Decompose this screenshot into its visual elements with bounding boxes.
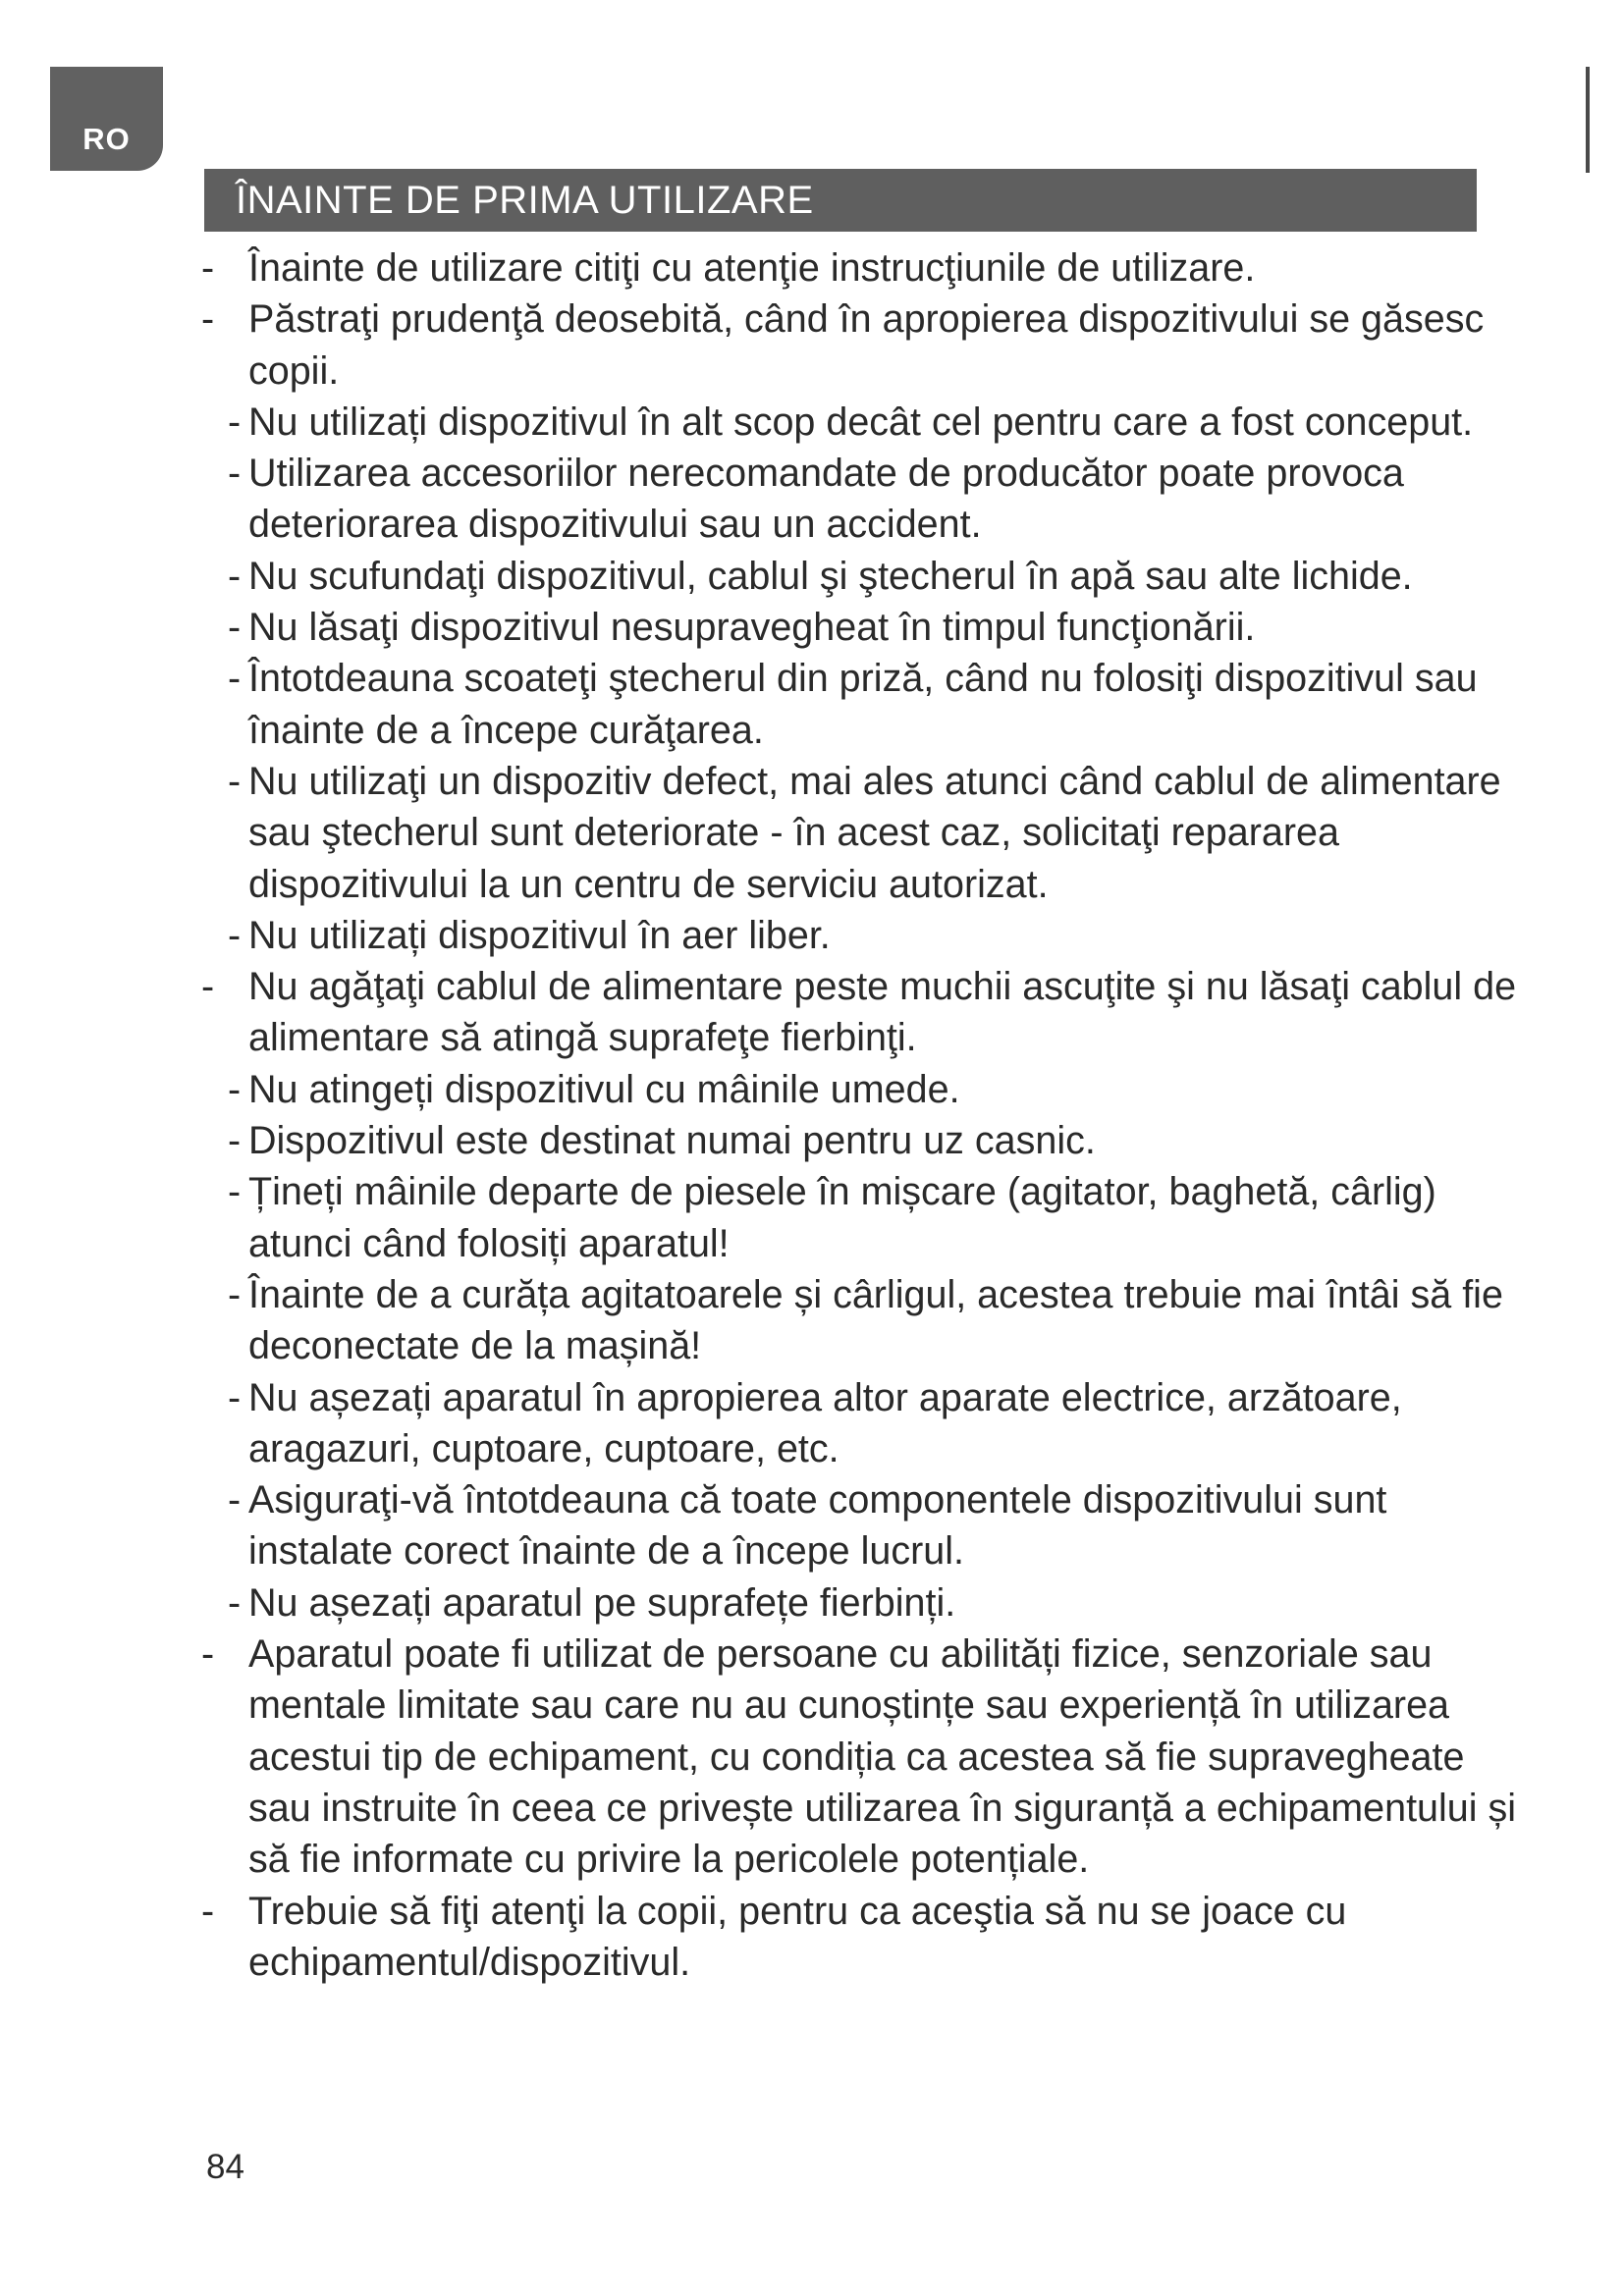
bullet-dash: - [228, 1580, 242, 1625]
page-edge-marker [1586, 67, 1590, 173]
list-item [201, 602, 1517, 653]
list-item-text: Nu utilizați dispozitivul în alt scop decât cel pentru care a fost conceput. [248, 400, 1474, 444]
list-item [201, 1166, 1517, 1269]
list-item [201, 961, 1517, 1064]
page-number: 84 [206, 2148, 244, 2186]
list-item [201, 910, 1517, 961]
list-item-text: Țineți mâinile departe de piesele în mișcare (agitator, baghetă, cârlig) atunci când folosiți aparatul! [248, 1170, 1436, 1265]
list-item [201, 242, 1517, 294]
bullet-dash: - [228, 400, 242, 444]
bullet-dash: - [228, 913, 242, 957]
list-item-text: Înainte de utilizare citiţi cu atenţie instrucţiunile de utilizare. [248, 246, 1256, 290]
bullet-dash: - [228, 1272, 242, 1316]
bullet-dash: - [228, 452, 242, 496]
bullet-dash: - [228, 1119, 242, 1163]
bullet-dash: - [228, 1170, 242, 1214]
language-tab [50, 67, 163, 171]
list-item-text: Întotdeauna scoateţi ştecherul din priză, când nu folosiţi dispozitivul sau înainte de a începe curăţarea. [248, 657, 1478, 752]
bullet-dash: - [228, 1375, 242, 1419]
instructions-list [201, 242, 1517, 1988]
list-item [201, 448, 1517, 551]
bullet-dash: - [228, 759, 242, 803]
bullet-dash: - [201, 246, 215, 290]
list-item-text: Utilizarea accesoriilor nerecomandate de producător poate provoca deteriorarea dispozitivului sau un accident. [248, 452, 1404, 547]
list-item [201, 397, 1517, 448]
bullet-dash: - [228, 657, 242, 701]
list-item [201, 294, 1517, 397]
list-item-text: Nu lăsaţi dispozitivul nesupravegheat în timpul funcţionării. [248, 606, 1256, 650]
list-item [201, 1269, 1517, 1372]
list-item [201, 1115, 1517, 1166]
list-item [201, 551, 1517, 602]
list-item-text: Nu atingeți dispozitivul cu mâinile umede. [248, 1067, 960, 1111]
list-item-text: Nu agăţaţi cablul de alimentare peste muchii ascuţite şi nu lăsaţi cablul de alimentare să atingă suprafeţe fierbinţi. [248, 965, 1517, 1060]
bullet-dash: - [201, 1889, 215, 1933]
section-title: ÎNAINTE DE PRIMA UTILIZARE [236, 178, 814, 222]
list-item-text: Nu așezați aparatul pe suprafețe fierbinți. [248, 1580, 956, 1625]
list-item-text: Trebuie să fiţi atenţi la copii, pentru ca aceştia să nu se joace cu echipamentul/dispozitivul. [248, 1889, 1347, 1984]
list-item-text: Înainte de a curăța agitatoarele și cârligul, acestea trebuie mai întâi să fie deconectate de la mașină! [248, 1272, 1503, 1368]
list-item [201, 756, 1517, 910]
list-item-text: Păstraţi prudenţă deosebită, când în apropierea dispozitivului se găsesc copii. [248, 297, 1485, 393]
list-item [201, 1372, 1517, 1475]
list-item [201, 1886, 1517, 1989]
list-item-text: Aparatul poate fi utilizat de persoane cu abilități fizice, senzoriale sau mentale limitate sau care nu au cunoștințe sau experiență în utilizarea acestui tip de echipament, cu condiția ca acestea să fie supravegheate sau instruite în ceea ce privește utilizarea în siguranță a echipamentului și să fie informate cu privire la pericolele potențiale. [248, 1632, 1517, 1882]
bullet-dash: - [228, 554, 242, 598]
bullet-dash: - [201, 297, 215, 342]
list-item-text: Nu scufundaţi dispozitivul, cablul şi ştecherul în apă sau alte lichide. [248, 554, 1413, 598]
bullet-dash: - [228, 1478, 242, 1522]
list-item-text: Asiguraţi-vă întotdeauna că toate componentele dispozitivului sunt instalate corect înainte de a începe lucrul. [248, 1478, 1387, 1574]
bullet-dash: - [201, 1632, 215, 1677]
list-item [201, 1064, 1517, 1115]
bullet-dash: - [201, 965, 215, 1009]
list-item [201, 1474, 1517, 1577]
list-item-text: Dispozitivul este destinat numai pentru uz casnic. [248, 1119, 1096, 1163]
bullet-dash: - [228, 1067, 242, 1111]
list-item-text: Nu așezați aparatul în apropierea altor aparate electrice, arzătoare, aragazuri, cuptoare, cuptoare, etc. [248, 1375, 1402, 1470]
bullet-dash: - [228, 606, 242, 650]
list-item [201, 653, 1517, 756]
section-header [204, 169, 1477, 232]
list-item [201, 1577, 1517, 1629]
list-item [201, 1629, 1517, 1885]
list-item-text: Nu utilizaţi un dispozitiv defect, mai ales atunci când cablul de alimentare sau ştecherul sunt deteriorate - în acest caz, solicitaţi repararea dispozitivului la un centru de serviciu autorizat. [248, 759, 1501, 906]
list-item-text: Nu utilizați dispozitivul în aer liber. [248, 913, 831, 957]
language-code: RO [82, 122, 131, 156]
